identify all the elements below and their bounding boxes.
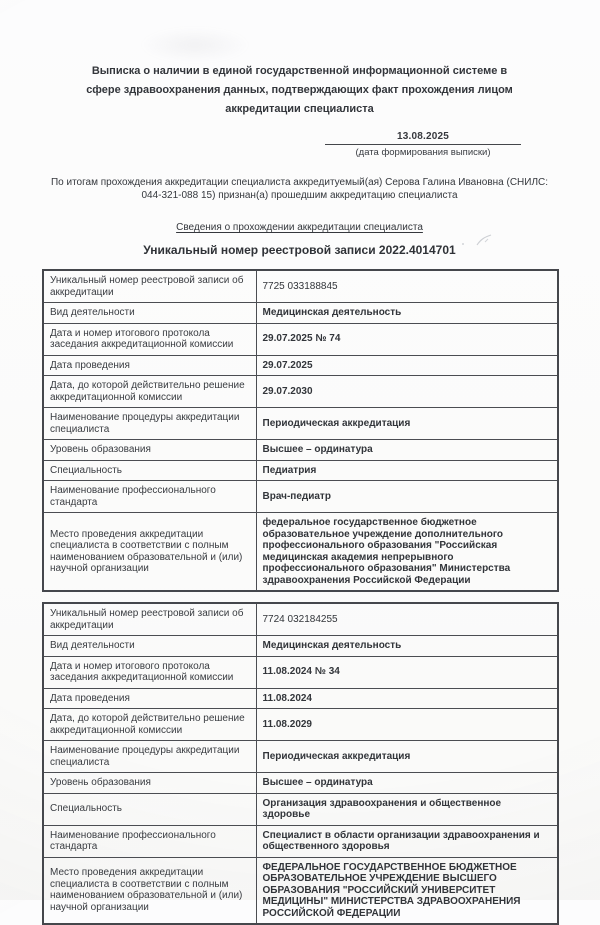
table-row <box>43 355 558 376</box>
table-row <box>43 773 558 794</box>
row-value: 29.07.2030 <box>256 376 558 408</box>
row-label: Вид деятельности <box>43 303 256 324</box>
table-row <box>43 656 558 688</box>
table-row <box>43 825 558 857</box>
row-value: Периодическая аккредитация <box>256 741 558 773</box>
document-title: Выписка о наличии в единой государственной информационной системе в сфере здравоохранения данных, подтверждающих факт прохождения лицом аккредитации специалиста <box>86 65 513 115</box>
table-row <box>43 376 558 408</box>
row-label: Специальность <box>43 460 256 481</box>
row-label: Специальность <box>43 793 256 825</box>
row-value: ФЕДЕРАЛЬНОЕ ГОСУДАРСТВЕННОЕ БЮДЖЕТНОЕ ОБРАЗОВАТЕЛЬНОЕ УЧРЕЖДЕНИЕ ВЫСШЕГО ОБРАЗОВАНИЯ "РОССИЙСКИЙ УНИВЕРСИТЕТ МЕДИЦИНЫ" МИНИСТЕРСТВА ЗДРАВООХРАНЕНИЯ РОССИЙСКОЙ ФЕДЕРАЦИИ <box>256 857 558 924</box>
accreditation-summary-paragraph: По итогам прохождения аккредитации специалиста аккредитуемый(ая) Серова Галина Ивановна (СНИЛС: 044-321-088 15) признан(а) прошедшим аккредитацию специалиста <box>50 177 549 201</box>
row-value: Организация здравоохранения и общественное здоровье <box>256 793 558 825</box>
row-value: 11.08.2024 № 34 <box>256 656 558 688</box>
extract-date-block <box>325 131 521 158</box>
section-heading: Сведения о прохождении аккредитации специалиста <box>176 222 423 233</box>
row-value: Медицинская деятельность <box>256 303 558 324</box>
row-label: Дата проведения <box>43 688 256 709</box>
row-label: Дата проведения <box>43 355 256 376</box>
registry-record-heading-text: Уникальный номер реестровой записи 2022.4014701 <box>143 243 456 257</box>
row-value: Периодическая аккредитация <box>256 408 558 440</box>
row-value: Педиатрия <box>256 460 558 481</box>
row-label: Дата и номер итогового протокола заседания аккредитационной комиссии <box>43 323 256 355</box>
row-label: Дата и номер итогового протокола заседания аккредитационной комиссии <box>43 656 256 688</box>
row-label: Уровень образования <box>43 440 256 461</box>
row-label: Уровень образования <box>43 773 256 794</box>
table-row <box>43 460 558 481</box>
row-value: 29.07.2025 <box>256 355 558 376</box>
row-label: Дата, до которой действительно решение аккредитационной комиссии <box>43 376 256 408</box>
row-label: Место проведения аккредитации специалиста в соответствии с полным наименованием образовательной и (или) научной организации <box>43 513 256 592</box>
table-row <box>43 688 558 709</box>
row-value: 11.08.2029 <box>256 709 558 741</box>
row-label: Наименование профессионального стандарта <box>43 825 256 857</box>
row-label: Уникальный номер реестровой записи об аккредитации <box>43 270 256 303</box>
row-label: Наименование профессионального стандарта <box>43 481 256 513</box>
extract-date-caption: (дата формирования выписки) <box>355 147 491 158</box>
row-label: Вид деятельности <box>43 636 256 657</box>
row-label: Уникальный номер реестровой записи об аккредитации <box>43 603 256 636</box>
row-value: 7725 033188845 <box>256 270 558 303</box>
table-row <box>43 857 558 924</box>
table-row <box>43 481 558 513</box>
row-label: Дата, до которой действительно решение аккредитационной комиссии <box>43 709 256 741</box>
table-row <box>43 408 558 440</box>
row-value: федеральное государственное бюджетное образовательное учреждение дополнительного профессионального образования "Российская медицинская академия непрерывного профессионального образования" Министерства здравоохранения Российской Федерации <box>256 513 558 592</box>
row-value: 11.08.2024 <box>256 688 558 709</box>
row-value: 29.07.2025 № 74 <box>256 323 558 355</box>
registry-record-heading <box>42 243 557 257</box>
row-label: Наименование процедуры аккредитации специалиста <box>43 408 256 440</box>
accreditation-record-table-1 <box>42 269 559 592</box>
table-row <box>43 709 558 741</box>
accreditation-record-table-2 <box>42 602 559 925</box>
row-value: Врач-педиатр <box>256 481 558 513</box>
pencil-mark <box>455 233 495 249</box>
table-row <box>43 323 558 355</box>
row-value: 7724 032184255 <box>256 603 558 636</box>
row-label: Место проведения аккредитации специалиста в соответствии с полным наименованием образовательной и (или) научной организации <box>43 857 256 924</box>
table-row <box>43 440 558 461</box>
table-row <box>43 303 558 324</box>
table-row <box>43 270 558 303</box>
row-value: Высшее – ординатура <box>256 773 558 794</box>
extract-date: 13.08.2025 <box>325 131 521 145</box>
row-value: Высшее – ординатура <box>256 440 558 461</box>
row-value: Специалист в области организации здравоохранения и общественного здоровья <box>256 825 558 857</box>
table-row <box>43 793 558 825</box>
photo-smudge <box>140 28 250 62</box>
table-row <box>43 513 558 592</box>
row-value: Медицинская деятельность <box>256 636 558 657</box>
table-row <box>43 741 558 773</box>
row-label: Наименование процедуры аккредитации специалиста <box>43 741 256 773</box>
table-row <box>43 603 558 636</box>
table-row <box>43 636 558 657</box>
